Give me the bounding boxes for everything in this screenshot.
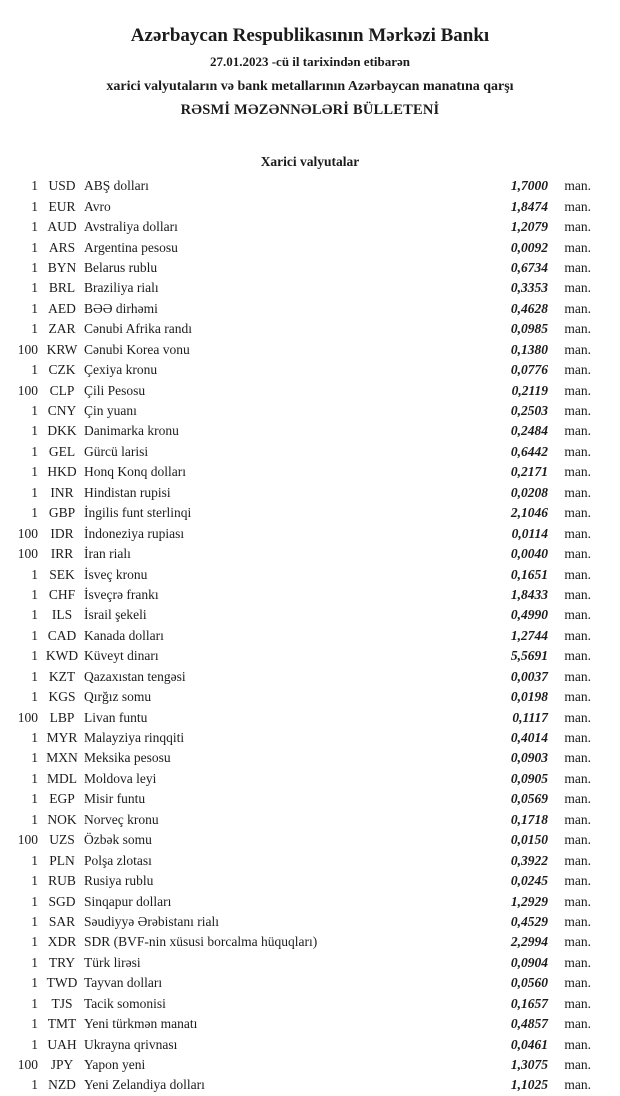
currency-row [0,871,591,891]
currency-code: BRL [48,280,76,296]
rate-value: 0,1380 [510,341,548,357]
unit-label: man. [564,709,591,725]
currency-quantity: 1 [31,811,38,827]
currency-name: Səudiyyə Ərəbistanı rialı [84,913,219,929]
unit-label: man. [564,566,591,582]
currency-quantity: 100 [17,832,38,848]
rate-value: 2,1046 [510,505,548,521]
unit-label: man. [564,403,591,419]
unit-label: man. [564,546,591,562]
currency-name: ABŞ dolları [84,178,149,194]
bulletin-header [0,0,620,119]
currency-code: KWD [45,648,79,664]
currency-quantity: 1 [31,280,38,296]
currency-code: SAR [48,913,76,929]
currency-quantity: 1 [31,648,38,664]
currency-row [0,850,591,870]
currency-row [0,237,591,257]
unit-label: man. [564,873,591,889]
unit-label: man. [564,382,591,398]
currency-code: KRW [46,341,78,357]
rate-value: 0,1117 [512,709,548,725]
currency-code: RUB [48,873,76,889]
currency-code: PLN [49,852,75,868]
rate-value: 0,6442 [510,443,548,459]
rate-value: 0,0985 [510,321,548,337]
currency-name: Yeni Zelandiya dolları [84,1077,205,1093]
currency-row [0,462,591,482]
currency-name: Tayvan dolları [84,975,163,991]
rate-value: 0,1657 [510,995,548,1011]
currency-code: UZS [49,832,75,848]
unit-label: man. [564,280,591,296]
currency-quantity: 1 [31,505,38,521]
currency-name: Sinqapur dolları [84,893,172,909]
currency-quantity: 1 [31,198,38,214]
currency-code: KGS [48,689,76,705]
currency-name: Avro [84,198,111,214]
rate-value: 5,5691 [510,648,548,664]
unit-label: man. [564,832,591,848]
unit-label: man. [564,586,591,602]
currency-row [0,401,591,421]
currency-quantity: 1 [31,873,38,889]
currency-name: İran rialı [84,546,131,562]
unit-label: man. [564,1057,591,1073]
currency-row [0,667,591,687]
unit-label: man. [564,341,591,357]
rate-value: 0,0461 [510,1036,548,1052]
unit-label: man. [564,321,591,337]
unit-label: man. [564,934,591,950]
rate-value: 0,0198 [510,689,548,705]
unit-label: man. [564,1036,591,1052]
currency-quantity: 1 [31,934,38,950]
currency-code: ILS [51,607,73,623]
currency-name: Honq Konq dolları [84,464,186,480]
currency-quantity: 1 [31,362,38,378]
currency-name: Yapon yeni [84,1057,146,1073]
rate-value: 0,2171 [510,464,548,480]
currency-name: Hindistan rupisi [84,484,171,500]
currency-row [0,442,591,462]
currency-row [0,953,591,973]
unit-label: man. [564,811,591,827]
rate-value: 1,2079 [510,219,548,235]
currency-name: Danimarka kronu [84,423,179,439]
currency-quantity: 100 [17,1057,38,1073]
currency-row [0,319,591,339]
currency-code: INR [50,484,74,500]
currency-row [0,994,591,1014]
currency-quantity: 1 [31,852,38,868]
currency-quantity: 1 [31,627,38,643]
currency-name: Qırğız somu [84,689,152,705]
currency-quantity: 1 [31,423,38,439]
unit-label: man. [564,178,591,194]
currency-code: LBP [49,709,75,725]
currency-name: Kanada dolları [84,627,164,643]
unit-label: man. [564,300,591,316]
unit-label: man. [564,484,591,500]
rate-value: 0,4857 [510,1016,548,1032]
currency-row [0,891,591,911]
currency-name: İsveç kronu [84,566,148,582]
currency-name: Malayziya rinqqiti [84,730,185,746]
currency-quantity: 1 [31,566,38,582]
currency-code: GBP [48,505,76,521]
currency-row [0,483,591,503]
currency-quantity: 1 [31,403,38,419]
currency-row [0,769,591,789]
currency-row [0,421,591,441]
currency-row [0,278,591,298]
unit-label: man. [564,913,591,929]
currency-quantity: 1 [31,954,38,970]
currency-quantity: 100 [17,382,38,398]
currency-quantity: 1 [31,913,38,929]
currency-code: UAH [47,1036,77,1052]
rate-value: 2,2994 [510,934,548,950]
currency-row [0,585,591,605]
currency-row [0,523,591,543]
currency-row [0,380,591,400]
currency-quantity: 1 [31,219,38,235]
currency-code: TWD [46,975,78,991]
currency-code: MYR [46,730,78,746]
unit-label: man. [564,750,591,766]
currency-name: Moldova leyi [84,770,157,786]
currency-name: Norveç kronu [84,811,159,827]
currency-code: CHF [48,586,76,602]
unit-label: man. [564,1016,591,1032]
currency-row [0,789,591,809]
currency-row [0,299,591,319]
currency-row [0,1075,591,1095]
currency-code: IRR [50,546,74,562]
currency-name: Gürcü larisi [84,443,149,459]
currency-row [0,503,591,523]
unit-label: man. [564,995,591,1011]
currency-row [0,360,591,380]
currency-quantity: 1 [31,321,38,337]
currency-name: Braziliya rialı [84,280,159,296]
currency-code: CNY [47,403,77,419]
currency-code: KZT [48,668,76,684]
currency-row [0,687,591,707]
currency-code: CLP [49,382,75,398]
rate-value: 0,1651 [510,566,548,582]
rate-value: 1,1025 [510,1077,548,1093]
currency-name: Küveyt dinarı [84,648,159,664]
currency-quantity: 100 [17,341,38,357]
currency-row [0,646,591,666]
currency-quantity: 1 [31,750,38,766]
currency-name: Qazaxıstan tengəsi [84,668,186,684]
currency-row [0,748,591,768]
currency-name: Türk lirəsi [84,954,141,970]
currency-quantity: 1 [31,668,38,684]
currency-row [0,217,591,237]
currency-quantity: 1 [31,995,38,1011]
currency-code: SEK [49,566,75,582]
currency-quantity: 1 [31,1036,38,1052]
rate-value: 0,4014 [510,730,548,746]
rate-value: 0,4990 [510,607,548,623]
rate-value: 0,0904 [510,954,548,970]
rate-value: 0,0040 [510,546,548,562]
currency-row [0,544,591,564]
unit-label: man. [564,1077,591,1093]
currency-row [0,932,591,952]
currency-code: EGP [49,791,75,807]
currency-row [0,1055,591,1075]
currency-code: XDR [47,934,77,950]
unit-label: man. [564,464,591,480]
currency-row [0,564,591,584]
currency-code: CZK [48,362,76,378]
unit-label: man. [564,259,591,275]
unit-label: man. [564,239,591,255]
currency-code: EUR [48,198,76,214]
currency-name: İndoneziya rupiası [84,525,185,541]
currency-quantity: 1 [31,791,38,807]
currency-name: Tacik somonisi [84,995,166,1011]
currency-code: ZAR [48,321,76,337]
unit-label: man. [564,198,591,214]
currency-quantity: 100 [17,546,38,562]
currency-name: Ukrayna qrivnası [84,1036,178,1052]
subtitle-line: xarici valyutaların və bank metallarının Azərbaycan manatına qarşı [106,79,514,94]
currency-name: Misir funtu [84,791,146,807]
rate-value: 0,0092 [510,239,548,255]
unit-label: man. [564,627,591,643]
rate-value: 0,2484 [510,423,548,439]
currency-row [0,176,591,196]
currency-code: AUD [47,219,77,235]
currency-code: NZD [48,1077,76,1093]
currency-code: TRY [48,954,76,970]
unit-label: man. [564,730,591,746]
currency-code: DKK [47,423,77,439]
currency-quantity: 1 [31,586,38,602]
unit-label: man. [564,525,591,541]
rate-value: 0,6734 [510,259,548,275]
unit-label: man. [564,607,591,623]
rate-value: 0,3353 [510,280,548,296]
currency-quantity: 1 [31,689,38,705]
currency-quantity: 100 [17,709,38,725]
rate-value: 0,0208 [510,484,548,500]
unit-label: man. [564,362,591,378]
currency-quantity: 1 [31,443,38,459]
rate-value: 1,3075 [510,1057,548,1073]
currency-quantity: 1 [31,464,38,480]
currency-row [0,810,591,830]
rate-value: 0,0114 [511,525,548,541]
currency-quantity: 1 [31,975,38,991]
unit-label: man. [564,443,591,459]
currency-quantity: 1 [31,1077,38,1093]
currency-code: NOK [47,811,77,827]
rate-value: 1,8433 [510,586,548,602]
currency-row [0,728,591,748]
bank-title: Azərbaycan Respublikasının Mərkəzi Bankı [130,25,490,46]
currency-quantity: 1 [31,259,38,275]
rate-value: 0,0037 [510,668,548,684]
currency-row [0,1034,591,1054]
rate-value: 0,0150 [510,832,548,848]
rate-value: 1,2929 [510,893,548,909]
currency-name: Çili Pesosu [84,382,146,398]
currency-code: GEL [48,443,76,459]
rate-value: 0,2503 [510,403,548,419]
currency-name: BƏƏ dirhəmi [84,300,158,316]
currency-code: JPY [50,1057,74,1073]
rate-value: 1,8474 [510,198,548,214]
currency-code: USD [48,178,76,194]
currency-code: TJS [51,995,73,1011]
currency-name: Livan funtu [84,709,148,725]
currency-quantity: 1 [31,893,38,909]
currency-code: AED [48,300,76,316]
currency-quantity: 1 [31,300,38,316]
effective-date-line: 27.01.2023 -cü il tarixindən etibarən [209,54,411,69]
rate-value: 0,1718 [510,811,548,827]
currency-code: CAD [47,627,77,643]
currency-quantity: 1 [31,239,38,255]
currency-row [0,605,591,625]
currency-name: Meksika pesosu [84,750,171,766]
currency-code: MXN [46,750,78,766]
currency-quantity: 1 [31,1016,38,1032]
rate-value: 0,0776 [510,362,548,378]
rate-value: 0,2119 [511,382,548,398]
unit-label: man. [564,689,591,705]
currency-code: TMT [47,1016,77,1032]
unit-label: man. [564,791,591,807]
rate-value: 0,3922 [510,852,548,868]
currency-code: BYN [47,259,77,275]
currency-name: Yeni türkmən manatı [84,1016,198,1032]
currency-name: Avstraliya dolları [84,219,178,235]
bulletin-title: RƏSMİ MƏZƏNNƏLƏRİ BÜLLETENİ [180,102,440,118]
currency-quantity: 100 [17,525,38,541]
unit-label: man. [564,505,591,521]
currency-row [0,912,591,932]
currency-name: İsveçrə frankı [84,586,159,602]
currency-quantity: 1 [31,770,38,786]
section-title-foreign-currencies: Xarici valyutalar [260,154,360,169]
rate-value: 1,2744 [510,627,548,643]
currency-name: Belarus rublu [84,259,158,275]
currency-row [0,196,591,216]
currency-name: Özbək somu [84,832,152,848]
currency-row [0,707,591,727]
currency-name: Çexiya kronu [84,362,158,378]
rate-value: 0,0569 [510,791,548,807]
unit-label: man. [564,423,591,439]
unit-label: man. [564,648,591,664]
rates-table [0,176,620,1096]
currency-row [0,1014,591,1034]
unit-label: man. [564,852,591,868]
rate-value: 0,0245 [510,873,548,889]
rate-value: 0,0905 [510,770,548,786]
rate-value: 0,4529 [510,913,548,929]
currency-code: ARS [48,239,76,255]
currency-row [0,626,591,646]
unit-label: man. [564,954,591,970]
unit-label: man. [564,668,591,684]
rate-value: 1,7000 [510,178,548,194]
currency-name: Argentina pesosu [84,239,178,255]
currency-name: Çin yuanı [84,403,137,419]
currency-name: Cənubi Korea vonu [84,341,190,357]
currency-quantity: 1 [31,607,38,623]
rate-value: 0,4628 [510,300,548,316]
currency-code: SGD [48,893,76,909]
rate-value: 0,0903 [510,750,548,766]
unit-label: man. [564,975,591,991]
currency-quantity: 1 [31,178,38,194]
currency-quantity: 1 [31,484,38,500]
currency-name: İngilis funt sterlinqi [84,505,192,521]
currency-code: HKD [47,464,77,480]
currency-quantity: 1 [31,730,38,746]
currency-name: SDR (BVF-nin xüsusi borcalma hüquqları) [84,934,318,950]
currency-name: Polşa zlotası [84,852,152,868]
rate-value: 0,0560 [510,975,548,991]
unit-label: man. [564,770,591,786]
currency-name: İsrail şekeli [84,607,147,623]
unit-label: man. [564,893,591,909]
currency-name: Cənubi Afrika randı [84,321,192,337]
currency-name: Rusiya rublu [84,873,154,889]
currency-code: MDL [47,770,77,786]
currency-row [0,830,591,850]
currency-row [0,258,591,278]
unit-label: man. [564,219,591,235]
currency-row [0,340,591,360]
currency-code: IDR [50,525,74,541]
currency-row [0,973,591,993]
